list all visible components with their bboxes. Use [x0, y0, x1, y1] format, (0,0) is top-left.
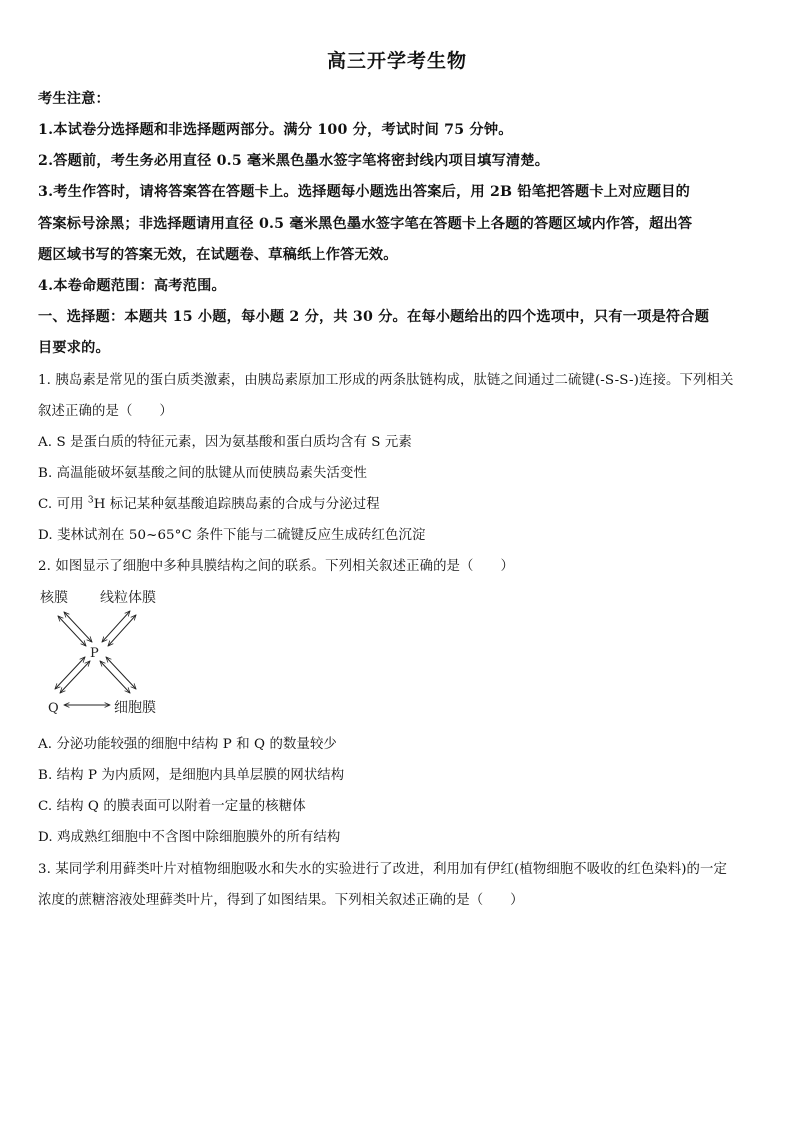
q1-option-c-suffix: H 标记某种氨基酸追踪胰岛素的合成与分泌过程 [93, 497, 380, 512]
notice-item-3-line-3: 题区域书写的答案无效，在试题卷、草稿纸上作答无效。 [38, 247, 398, 263]
notice-item-3-line-2: 答案标号涂黑；非选择题请用直径 0.5 毫米黑色墨水签字笔在答题卡上各题的答题区域内作答，超出答 [38, 216, 693, 232]
q2-option-c: C. 结构 Q 的膜表面可以附着一定量的核糖体 [38, 799, 306, 814]
q2-option-a: A. 分泌功能较强的细胞中结构 P 和 Q 的数量较少 [38, 737, 337, 752]
q2-option-d: D. 鸡成熟红细胞中不含图中除细胞膜外的所有结构 [38, 830, 341, 845]
diagram-label-mitochondria: 线粒体膜 [100, 590, 156, 606]
membrane-diagram [36, 585, 176, 720]
q3-stem-line-1: 3. 某同学利用藓类叶片对植物细胞吸水和失水的实验进行了改进，利用加有伊红(植物细胞不吸收的红色染料)的一定 [38, 862, 728, 877]
arrow-p-q-2 [55, 657, 85, 689]
q1-option-c [38, 493, 760, 512]
section-heading-line-2: 目要求的。 [38, 340, 110, 356]
notice-item-3-line-1: 3.考生作答时，请将答案答在答题卡上。选择题每小题选出答案后，用 2B 铅笔把答题卡上对应题目的 [38, 184, 691, 200]
q1-stem-line-2: 叙述正确的是（ ） [38, 404, 173, 419]
diagram-label-cell-membrane: 细胞膜 [114, 700, 156, 716]
diagram-label-nucleus: 核膜 [40, 590, 68, 606]
diagram-label-q: Q [48, 701, 59, 716]
q1-stem-line-1: 1. 胰岛素是常见的蛋白质类激素，由胰岛素原加工形成的两条肽链构成，肽链之间通过二硫键(-S-S-)连接。下列相关 [38, 373, 734, 388]
q2-stem: 2. 如图显示了细胞中多种具膜结构之间的联系。下列相关叙述正确的是（ ） [38, 559, 515, 574]
arrow-p-membrane-1 [100, 661, 130, 693]
page-title: 高三开学考生物 [326, 50, 467, 72]
diagram-label-p: P [90, 646, 99, 661]
q3-stem-line-2: 浓度的蔗糖溶液处理藓类叶片，得到了如图结果。下列相关叙述正确的是（ ） [38, 893, 524, 908]
q1-option-b: B. 高温能破坏氨基酸之间的肽键从而使胰岛素失活变性 [38, 466, 367, 481]
q1-option-a: A. S 是蛋白质的特征元素，因为氨基酸和蛋白质均含有 S 元素 [38, 435, 412, 450]
notice-item-1: 1.本试卷分选择题和非选择题两部分。满分 100 分，考试时间 75 分钟。 [38, 122, 513, 138]
notice-item-2: 2.答题前，考生务必用直径 0.5 毫米黑色墨水签字笔将密封线内项目填写清楚。 [38, 153, 550, 169]
q1-option-d: D. 斐林试剂在 50~65°C 条件下能与二硫键反应生成砖红色沉淀 [38, 528, 426, 543]
q1-option-c-prefix: C. 可用 [38, 497, 88, 512]
arrow-p-q-1 [60, 661, 90, 693]
arrow-p-membrane-2 [106, 657, 136, 689]
q2-option-b: B. 结构 P 为内质网，是细胞内具单层膜的网状结构 [38, 768, 345, 783]
notice-heading: 考生注意： [38, 91, 110, 107]
q1-option-c-superscript: 3 [87, 495, 94, 506]
notice-item-4: 4.本卷命题范围：高考范围。 [38, 278, 226, 294]
section-heading-line-1: 一、选择题：本题共 15 小题，每小题 2 分，共 30 分。在每小题给出的四个选项中，只有一项是符合题 [38, 309, 710, 325]
